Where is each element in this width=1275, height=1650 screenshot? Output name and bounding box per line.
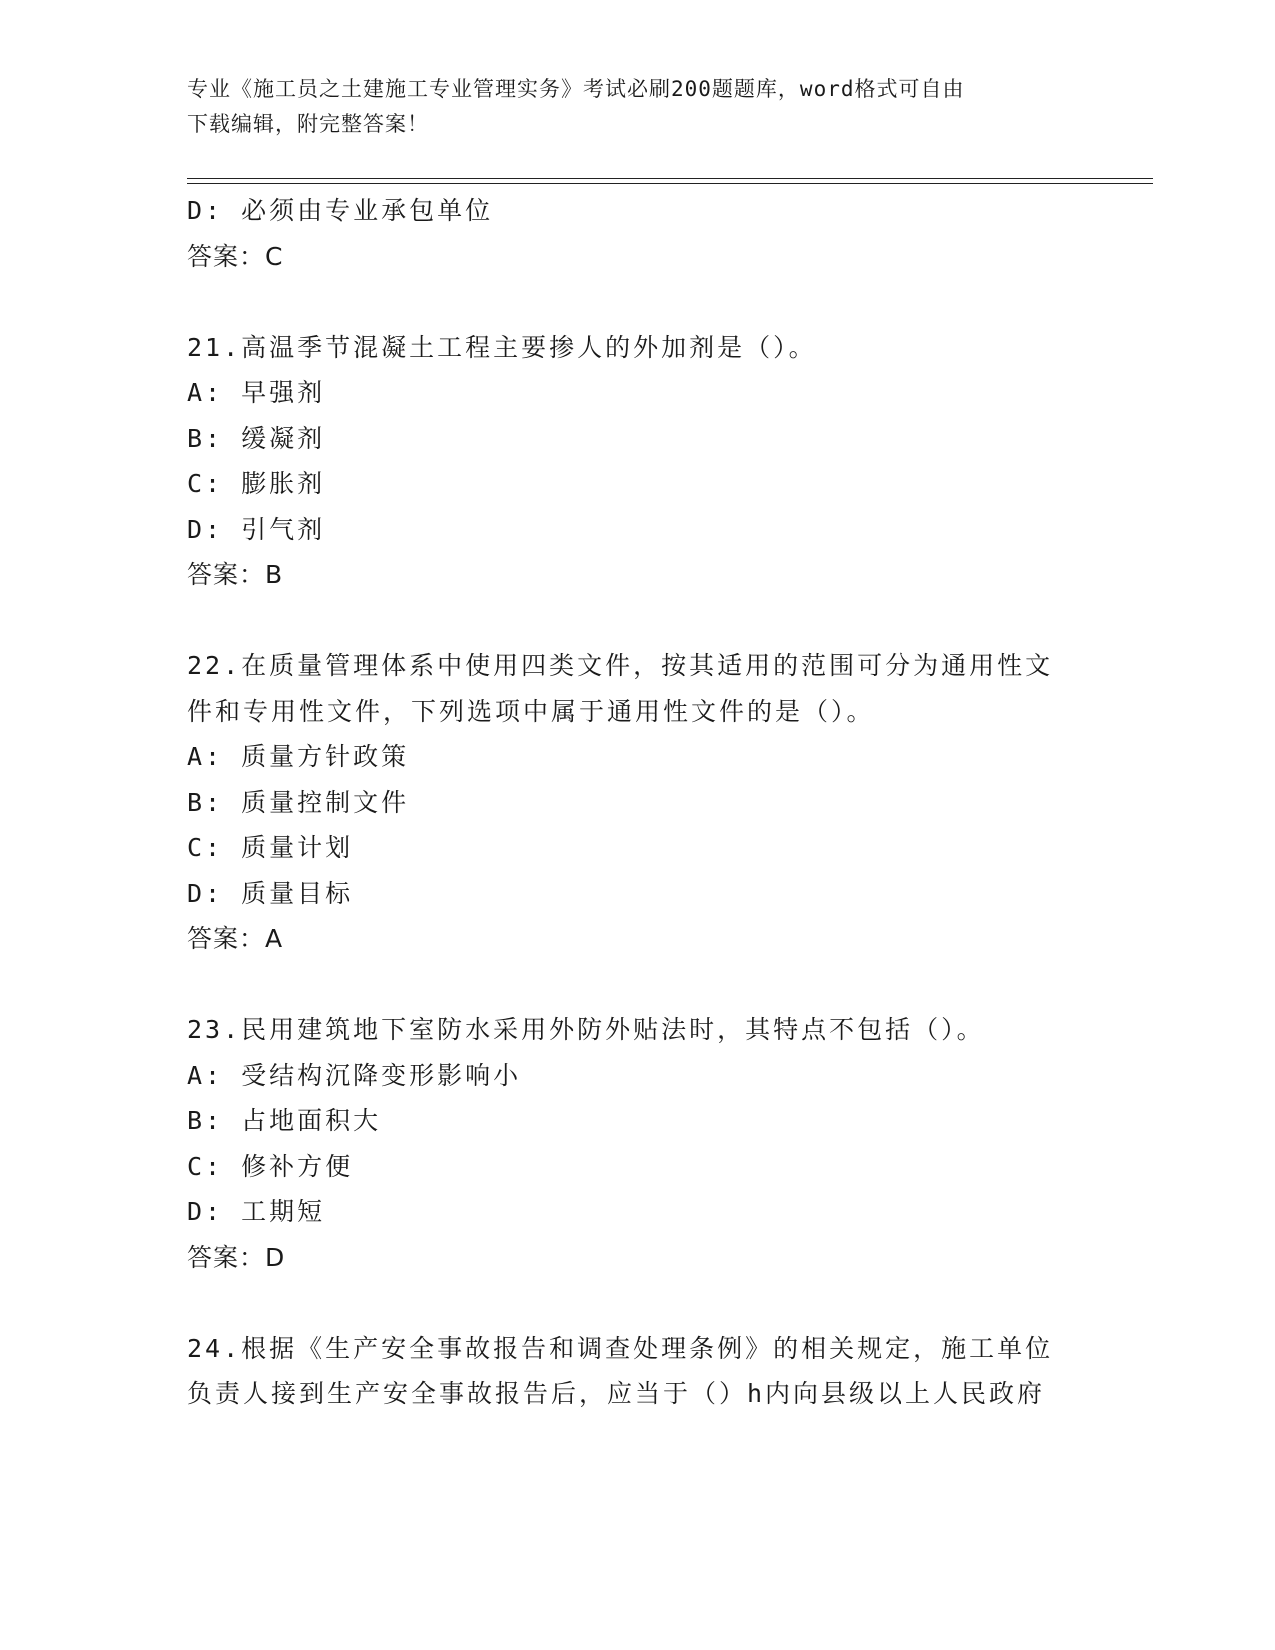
option-d: D: 引气剂 [187, 514, 326, 544]
question-stem-continued: 负责人接到生产安全事故报告后，应当于（）h内向县级以上人民政府 [187, 1379, 1046, 1408]
question-list [187, 188, 1087, 1417]
option-d: D: 必须由专业承包单位 [187, 196, 494, 225]
answer: 答案：D [187, 1242, 286, 1272]
option-b: B: 质量控制文件 [187, 787, 410, 817]
question-stem: 24.根据《生产安全事故报告和调查处理条例》的相关规定，施工单位 [187, 1333, 1054, 1363]
question-22 [187, 643, 1087, 962]
answer: 答案：A [187, 924, 284, 953]
answer: 答案：C [187, 241, 284, 271]
header-divider-top [187, 178, 1153, 179]
header-title-line-2: 下载编辑，附完整答案！ [187, 112, 429, 136]
question-23 [187, 1007, 1087, 1280]
spacer [187, 598, 1087, 644]
option-c: C: 膨胀剂 [187, 469, 326, 498]
question-stem: 21.高温季节混凝土工程主要掺人的外加剂是（）。 [187, 332, 817, 362]
option-d: D: 工期短 [187, 1197, 326, 1226]
option-c: C: 修补方便 [187, 1151, 354, 1181]
option-a: A: 早强剂 [187, 378, 326, 407]
question-21 [187, 325, 1087, 598]
question-stem: 23.民用建筑地下室防水采用外防外贴法时，其特点不包括（）。 [187, 1015, 985, 1044]
option-b: B: 占地面积大 [187, 1106, 382, 1135]
header-divider-bottom [187, 183, 1153, 184]
spacer [187, 279, 1087, 325]
question-24 [187, 1326, 1087, 1417]
spacer [187, 1280, 1087, 1326]
header-title-line-1: 专业《施工员之土建施工专业管理实务》考试必刷200题题库，word格式可自由 [187, 77, 965, 101]
option-a: A: 受结构沉降变形影响小 [187, 1060, 522, 1090]
option-d: D: 质量目标 [187, 878, 354, 908]
spacer [187, 962, 1087, 1008]
question-stem-continued: 件和专用性文件，下列选项中属于通用性文件的是（）。 [187, 696, 875, 726]
question-stem: 22.在质量管理体系中使用四类文件，按其适用的范围可分为通用性文 [187, 651, 1054, 680]
option-c: C: 质量计划 [187, 833, 354, 862]
option-b: B: 缓凝剂 [187, 423, 326, 453]
answer: 答案：B [187, 560, 284, 589]
document-header [187, 72, 1067, 142]
option-a: A: 质量方针政策 [187, 742, 410, 771]
